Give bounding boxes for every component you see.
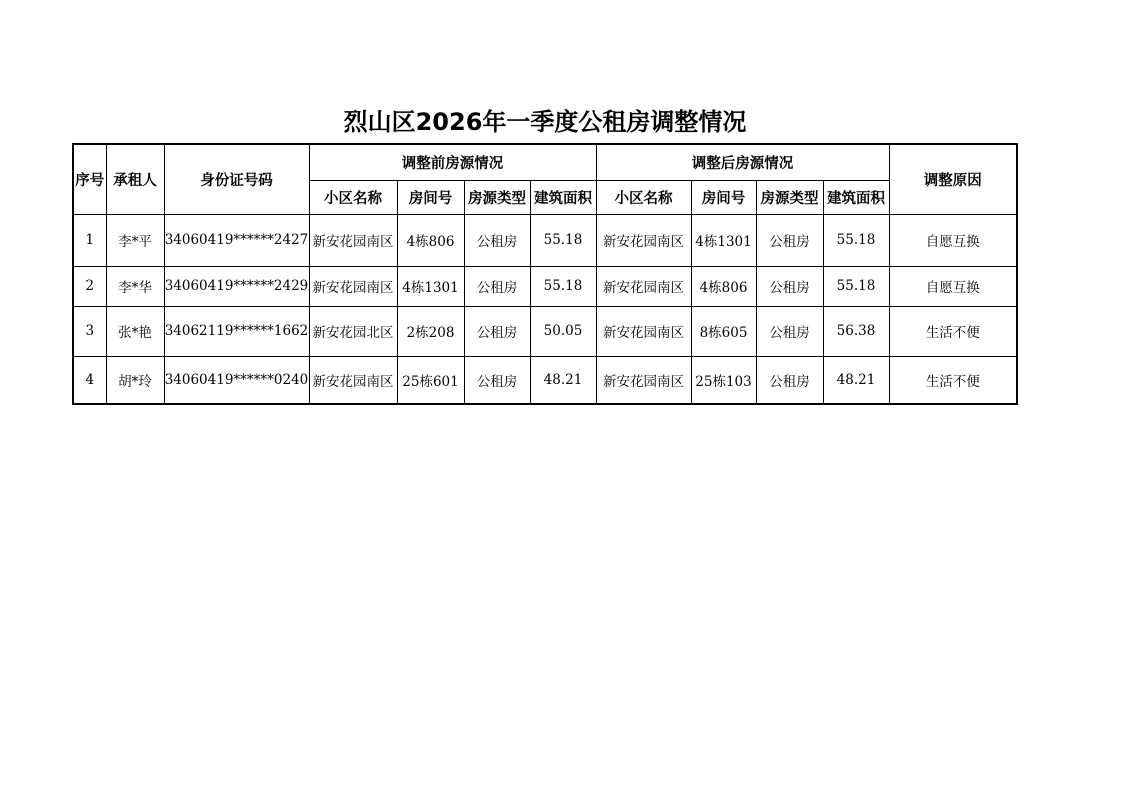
header-before-area: 建筑面积 — [530, 180, 596, 214]
cell-after-room: 8栋605 — [691, 306, 756, 356]
header-before-group: 调整前房源情况 — [309, 144, 596, 180]
cell-after-area: 56.38 — [823, 306, 889, 356]
cell-after-community: 新安花园南区 — [596, 356, 691, 404]
cell-before-area: 55.18 — [530, 214, 596, 266]
cell-after-area: 48.21 — [823, 356, 889, 404]
header-before-room: 房间号 — [397, 180, 464, 214]
page-title: 烈山区2026年一季度公租房调整情况 — [343, 108, 747, 136]
cell-id-number: 34062119******1662 — [164, 306, 309, 356]
cell-id-number: 34060419******2429 — [164, 266, 309, 306]
header-before-type: 房源类型 — [464, 180, 530, 214]
cell-before-type: 公租房 — [464, 266, 530, 306]
cell-seq: 2 — [73, 266, 106, 306]
table-row — [73, 356, 1017, 404]
cell-before-area: 50.05 — [530, 306, 596, 356]
cell-after-community: 新安花园南区 — [596, 266, 691, 306]
table-row — [73, 266, 1017, 306]
table-row — [73, 306, 1017, 356]
cell-after-type: 公租房 — [756, 356, 823, 404]
header-after-community: 小区名称 — [596, 180, 691, 214]
cell-after-room: 4栋1301 — [691, 214, 756, 266]
cell-seq: 4 — [73, 356, 106, 404]
table-row — [73, 214, 1017, 266]
header-tenant: 承租人 — [106, 144, 164, 214]
cell-reason: 自愿互换 — [889, 214, 1017, 266]
cell-before-type: 公租房 — [464, 306, 530, 356]
cell-after-room: 25栋103 — [691, 356, 756, 404]
cell-after-community: 新安花园南区 — [596, 214, 691, 266]
header-after-group: 调整后房源情况 — [596, 144, 889, 180]
cell-after-room: 4栋806 — [691, 266, 756, 306]
header-after-type: 房源类型 — [756, 180, 823, 214]
header-id-number: 身份证号码 — [164, 144, 309, 214]
cell-before-community: 新安花园南区 — [309, 214, 397, 266]
cell-tenant: 李*平 — [106, 214, 164, 266]
cell-before-room: 25栋601 — [397, 356, 464, 404]
cell-id-number: 34060419******0240 — [164, 356, 309, 404]
adjustment-table — [72, 143, 1018, 405]
cell-before-type: 公租房 — [464, 356, 530, 404]
cell-after-type: 公租房 — [756, 306, 823, 356]
header-seq: 序号 — [73, 144, 106, 214]
cell-before-community: 新安花园南区 — [309, 266, 397, 306]
cell-after-community: 新安花园南区 — [596, 306, 691, 356]
cell-before-room: 2栋208 — [397, 306, 464, 356]
cell-reason: 自愿互换 — [889, 266, 1017, 306]
cell-before-community: 新安花园南区 — [309, 356, 397, 404]
header-before-community: 小区名称 — [309, 180, 397, 214]
cell-before-room: 4栋806 — [397, 214, 464, 266]
header-reason: 调整原因 — [889, 144, 1017, 214]
cell-before-community: 新安花园北区 — [309, 306, 397, 356]
cell-tenant: 李*华 — [106, 266, 164, 306]
cell-before-type: 公租房 — [464, 214, 530, 266]
header-after-area: 建筑面积 — [823, 180, 889, 214]
cell-after-type: 公租房 — [756, 214, 823, 266]
cell-reason: 生活不便 — [889, 356, 1017, 404]
cell-after-area: 55.18 — [823, 266, 889, 306]
cell-before-room: 4栋1301 — [397, 266, 464, 306]
cell-seq: 1 — [73, 214, 106, 266]
cell-after-area: 55.18 — [823, 214, 889, 266]
cell-before-area: 55.18 — [530, 266, 596, 306]
cell-before-area: 48.21 — [530, 356, 596, 404]
cell-tenant: 张*艳 — [106, 306, 164, 356]
cell-tenant: 胡*玲 — [106, 356, 164, 404]
cell-seq: 3 — [73, 306, 106, 356]
cell-after-type: 公租房 — [756, 266, 823, 306]
header-row-top — [73, 144, 1017, 180]
cell-reason: 生活不便 — [889, 306, 1017, 356]
cell-id-number: 34060419******2427 — [164, 214, 309, 266]
header-after-room: 房间号 — [691, 180, 756, 214]
